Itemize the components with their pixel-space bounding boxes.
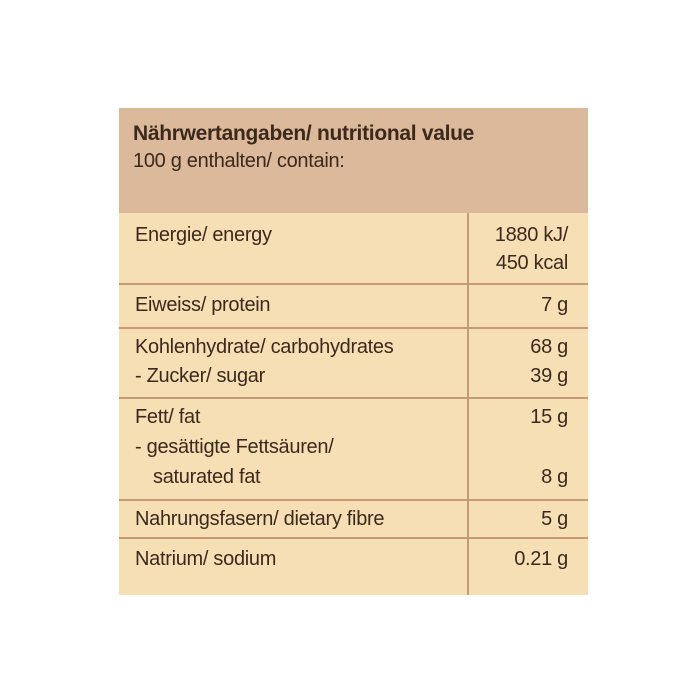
row-value: 1880 kJ/ [494,224,568,246]
row-value: 5 g [541,508,568,530]
row-label: Energie/ energy [135,224,272,246]
row-divider [119,327,588,329]
row-value: 7 g [541,294,568,316]
row-value: 68 g [530,336,568,358]
row-divider [119,537,588,539]
row-label: Nahrungsfasern/ dietary fibre [135,508,385,530]
row-label: Fett/ fat [135,406,201,428]
row-value: 0.21 g [514,548,568,570]
row-label: Natrium/ sodium [135,548,277,570]
row-divider [119,499,588,501]
row-value: 15 g [530,406,568,428]
row-sublabel: - gesättigte Fettsäuren/ [135,436,334,458]
row-value: 450 kcal [495,252,568,274]
row-sublabel: saturated fat [153,466,261,488]
row-value: 8 g [541,466,568,488]
row-value: 39 g [530,365,568,387]
table-header [119,108,588,213]
row-label: Eiweiss/ protein [135,294,271,316]
nutrition-table [119,108,588,595]
header-title: Nährwertangaben/ nutritional value [133,122,475,145]
header-subtitle: 100 g enthalten/ contain: [133,150,345,172]
row-sublabel: - Zucker/ sugar [135,365,265,387]
row-label: Kohlenhydrate/ carbohydrates [135,336,394,358]
row-divider [119,397,588,399]
row-divider [119,283,588,285]
